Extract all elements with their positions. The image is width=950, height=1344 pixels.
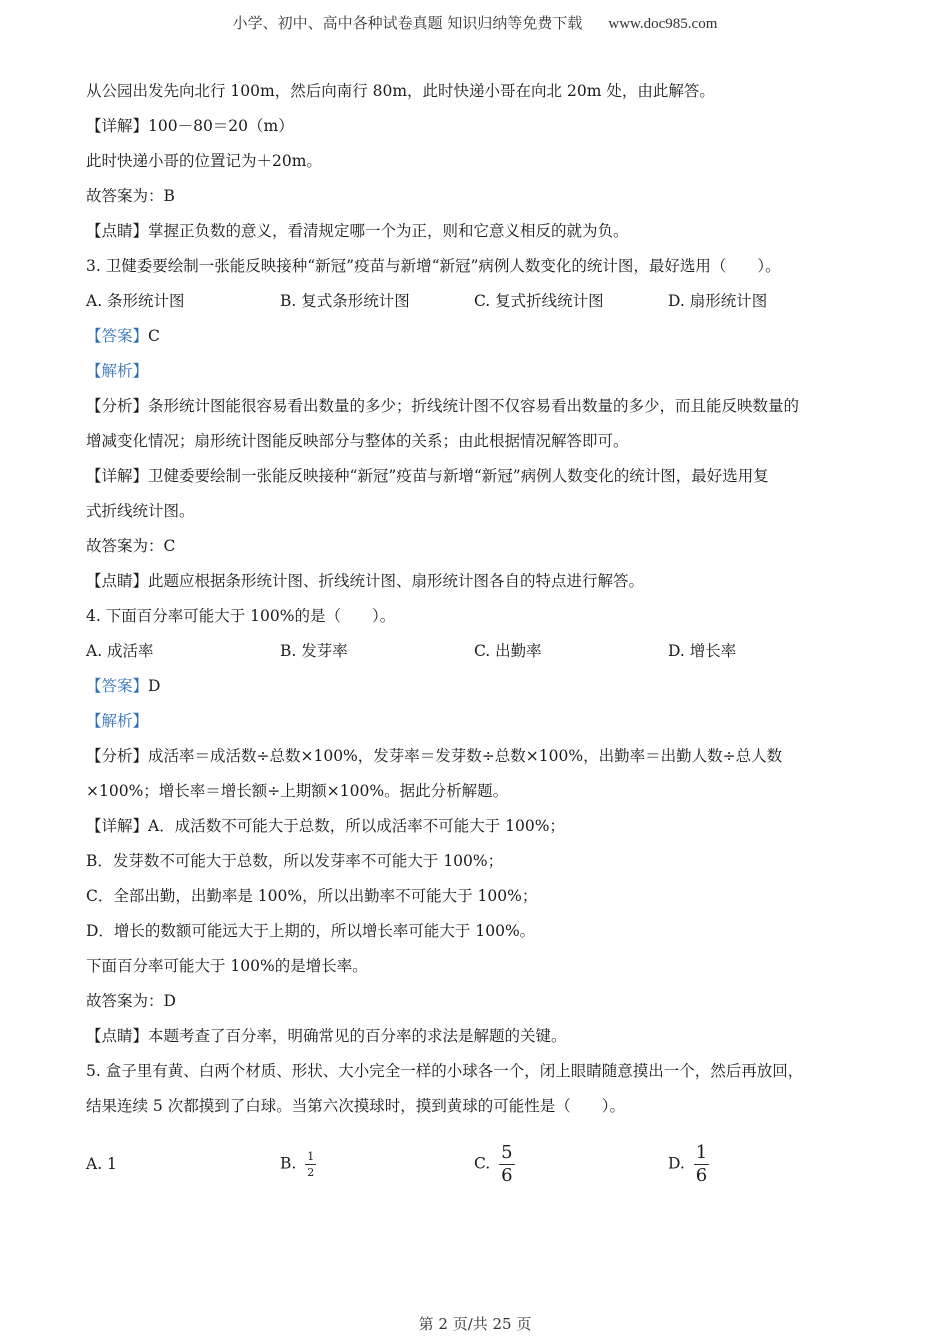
question-4: 4. 下面百分率可能大于 100%的是（ ）。: [86, 607, 396, 625]
text-line: 增减变化情况；扇形统计图能反映部分与整体的关系；由此根据情况解答即可。: [86, 432, 629, 450]
text-line: B．发芽数不可能大于总数，所以发芽率不可能大于 100%；: [86, 852, 504, 870]
text-line: 故答案为：B: [86, 187, 175, 205]
header-title: 小学、初中、高中各种试卷真题 知识归纳等免费下载: [232, 14, 583, 32]
q4-answer: [86, 669, 876, 704]
text-line: 此时快递小哥的位置记为＋20m。: [86, 152, 322, 170]
q4-option-d: D. 增长率: [668, 642, 737, 660]
answer-value: D: [148, 677, 161, 695]
q4-option-b: B. 发芽率: [280, 642, 348, 660]
page-header: [0, 12, 950, 33]
fraction-denominator: 2: [307, 1165, 315, 1179]
question-5-line: 结果连续 5 次都摸到了白球。当第六次摸球时，摸到黄球的可能性是（ ）。: [86, 1097, 625, 1115]
q5-option-a: A. 1: [86, 1155, 117, 1173]
q3-option-d: D. 扇形统计图: [668, 292, 768, 310]
question-3: 3. 卫健委要绘制一张能反映接种“新冠”疫苗与新增“新冠”病例人数变化的统计图，最好选用（ ）。: [86, 257, 781, 275]
fraction-denominator: 6: [695, 1164, 708, 1186]
document-body: [86, 74, 876, 1194]
text-line: 【详解】卫健委要绘制一张能反映接种“新冠”疫苗与新增“新冠”病例人数变化的统计图，最好选用复: [86, 467, 769, 485]
q3-answer: [86, 319, 876, 354]
text-line: 【点睛】掌握正负数的意义，看清规定哪一个为正，则和它意义相反的就为负。: [86, 222, 629, 240]
text-line: 式折线统计图。: [86, 502, 195, 520]
text-line: ×100%；增长率＝增长额÷上期额×100%。据此分析解题。: [86, 782, 509, 800]
option-label: B.: [280, 1154, 297, 1172]
text-line: 【详解】100－80＝20（m）: [86, 117, 294, 135]
answer-tag: 【答案】: [86, 327, 149, 345]
text-line: 【点睛】此题应根据条形统计图、折线统计图、扇形统计图各自的特点进行解答。: [86, 572, 645, 590]
q4-analysis-tag: 【解析】: [86, 712, 149, 730]
question-5-line: 5. 盒子里有黄、白两个材质、形状、大小完全一样的小球各一个，闭上眼睛随意摸出一个，然后再放回，: [86, 1062, 804, 1080]
answer-value: C: [148, 327, 160, 345]
q5-option-d: [668, 1141, 862, 1186]
text-line: C．全部出勤，出勤率是 100%，所以出勤率不可能大于 100%；: [86, 887, 538, 905]
header-site-link[interactable]: www.doc985.com: [608, 16, 718, 32]
option-label: C.: [474, 1154, 491, 1172]
q4-options: [86, 634, 876, 669]
text-line: D．增长的数额可能远大于上期的，所以增长率可能大于 100%。: [86, 922, 536, 940]
text-line: 【分析】成活率＝成活数÷总数×100%，发芽率＝发芽数÷总数×100%，出勤率＝出勤人数÷总人数: [86, 747, 783, 765]
q5-option-b: [280, 1151, 474, 1178]
fraction-numerator: 1: [695, 1141, 708, 1163]
fraction: [694, 1141, 709, 1186]
q5-option-c: [474, 1141, 668, 1186]
q3-option-a: A. 条形统计图: [86, 292, 185, 310]
text-line: 故答案为：C: [86, 537, 176, 555]
answer-tag: 【答案】: [86, 677, 149, 695]
q3-options: [86, 284, 876, 319]
text-line: 【详解】A．成活数不可能大于总数，所以成活率不可能大于 100%；: [86, 817, 565, 835]
fraction: [305, 1151, 316, 1178]
text-line: 从公园出发先向北行 100m，然后向南行 80m，此时快递小哥在向北 20m 处，由此解答。: [86, 82, 715, 100]
q4-option-c: C. 出勤率: [474, 642, 542, 660]
q3-option-c: C. 复式折线统计图: [474, 292, 604, 310]
fraction: [499, 1141, 514, 1186]
fraction-denominator: 6: [501, 1164, 513, 1186]
fraction-numerator: 5: [501, 1141, 513, 1163]
page-number: 第 2 页/共 25 页: [418, 1315, 532, 1333]
option-label: D.: [668, 1154, 685, 1172]
q3-analysis-tag: 【解析】: [86, 362, 149, 380]
fraction-numerator: 1: [307, 1149, 315, 1163]
q5-options: [86, 1134, 876, 1194]
text-line: 下面百分率可能大于 100%的是增长率。: [86, 957, 368, 975]
text-line: 【点睛】本题考查了百分率，明确常见的百分率的求法是解题的关键。: [86, 1027, 567, 1045]
text-line: 故答案为：D: [86, 992, 176, 1010]
q4-option-a: A. 成活率: [86, 642, 154, 660]
text-line: 【分析】条形统计图能很容易看出数量的多少；折线统计图不仅容易看出数量的多少，而且能反映数量的: [86, 397, 800, 415]
q3-option-b: B. 复式条形统计图: [280, 292, 410, 310]
